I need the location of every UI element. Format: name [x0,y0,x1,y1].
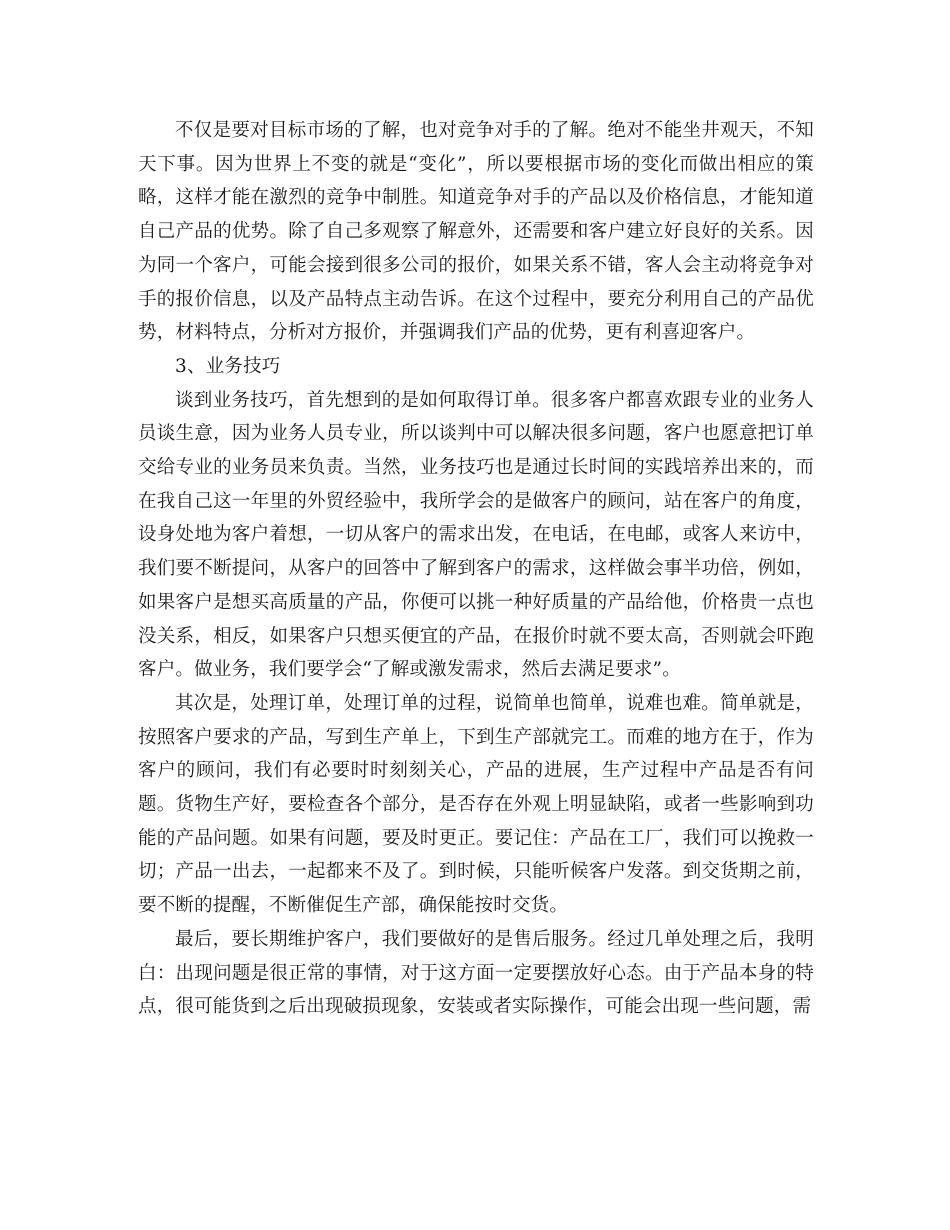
paragraph-after-sales: 最后，要长期维护客户，我们要做好的是售后服务。经过几单处理之后，我明白：出现问题是很正常的事情，对于这方面一定要摆放好心态。由于产品本身的特点，很可能货到之后出现破损现象，安装或者实际操作，可能会出现一些问题，需 [138,928,814,1018]
section-heading-business-skills: 3、业务技巧 [175,355,281,377]
paragraph-order-processing: 其次是，处理订单，处理订单的过程，说简单也简单，说难也难。简单就是，按照客户要求的产品，写到生产单上，下到生产部就完工。而难的地方在于，作为客户的顾问，我们有必要时时刻刻关心，产品的进展，生产过程中产品是否有问题。货物生产好，要检查各个部分，是否存在外观上明显缺陷，或者一些影响到功能的产品问题。如果有问题，要及时更正。要记住：产品在工厂，我们可以挽救一切；产品一出去，一起都来不及了。到时候，只能听候客户发落。到交货期之前，要不断的提醒，不断催促生产部，确保能按时交货。 [138,692,814,917]
document-body [138,114,814,1024]
paragraph-competitor-analysis: 不仅是要对目标市场的了解，也对竞争对手的了解。绝对不能坐井观天，不知天下事。因为世界上不变的就是“变化”，所以要根据市场的变化而做出相应的策略，这样才能在激烈的竞争中制胜。知道竞争对手的产品以及价格信息，才能知道自己产品的优势。除了自己多观察了解意外，还需要和客户建立好良好的关系。因为同一个客户，可能会接到很多公司的报价，如果关系不错，客人会主动将竞争对手的报价信息，以及产品特点主动告诉。在这个过程中，要充分利用自己的产品优势，材料特点，分析对方报价，并强调我们产品的优势，更有利喜迎客户。 [138,120,814,344]
paragraph-business-skills: 谈到业务技巧，首先想到的是如何取得订单。很多客户都喜欢跟专业的业务人员谈生意，因为业务人员专业，所以谈判中可以解决很多问题，客户也愿意把订单交给专业的业务员来负责。当然，业务技巧也是通过长时间的实践培养出来的，而在我自己这一年里的外贸经验中，我所学会的是做客户的顾问，站在客户的角度，设身处地为客户着想，一切从客户的需求出发，在电话，在电邮，或客人来访中，我们要不断提问，从客户的回答中了解到客户的需求，这样做会事半功倍，例如，如果客户是想买高质量的产品，你便可以挑一种好质量的产品给他，价格贵一点也没关系，相反，如果客户只想买便宜的产品，在报价时就不要太高，否则就会吓跑客户。做业务，我们要学会“了解或激发需求，然后去满足要求”。 [138,389,814,681]
